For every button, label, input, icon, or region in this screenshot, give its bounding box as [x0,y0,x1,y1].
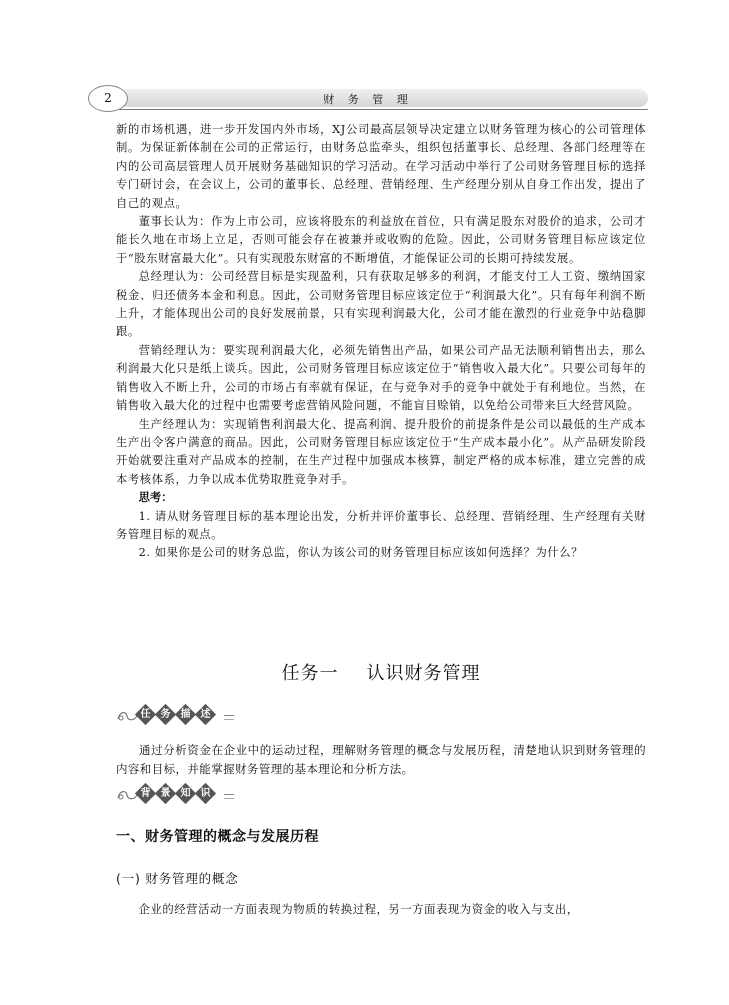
chairman-view: 董事长认为：作为上市公司，应该将股东的利益放在首位，只有满足股东对股价的追求，公司才能长久地在市场上立足，否则可能会存在被兼并或收购的危险。因此，公司财务管理目标应该定位于“股东财富最大化”。只有实现股东财富的不断增值，才能保证公司的长期可持续发展。 [116,215,646,265]
scroll-ornament-icon [116,709,138,723]
task-title-main: 认识财务管理 [366,663,481,684]
question-2: 2. 如果你是公司的财务总监，你认为该公司的财务管理目标应该如何选择？为什么？ [138,546,584,560]
section-body [116,901,646,919]
banner-char: 知 [175,783,196,804]
page-header [88,86,648,112]
case-paragraph-1: 新的市场机遇，进一步开发国内外市场，XJ公司最高层领导决定建立以财务管理为核心的公司管理体制。为保证新体制在公司的正常运行，由财务总监牵头，组织包括董事长、总经理、各部门经理等在内的公司高层管理人员开展财务基础知识的学习活动。在学习活动中举行了公司财务管理目标的选择专门研讨会，在会议上，公司的董事长、总经理、营销经理、生产经理分别从自身工作出发，提出了自己的观点。 [116,123,646,210]
background-knowledge-banner [116,785,276,805]
task-title-prefix: 任务一 [281,663,339,684]
banner-char: 景 [155,783,176,804]
production-manager-view: 生产经理认为：实现销售利润最大化、提高利润、提升股价的前提条件是公司以最低的生产成本生产出令客户满意的商品。因此，公司财务管理目标应该定位于“生产成本最小化”。从产品研发阶段开始就要注重对产品成本的控制，在生产过程中加强成本核算，制定严格的成本标准，建立完善的成本考核体系，力争以成本优势取胜竞争对手。 [116,417,646,486]
case-text [116,121,646,563]
task-description-text: 通过分析资金在企业中的运动过程，理解财务管理的概念与发展历程，清楚地认识到财务管理的内容和目标，并能掌握财务管理的基本理论和分析方法。 [116,743,646,776]
running-title: 财 务 管 理 [323,93,413,106]
task-description-banner [116,706,276,726]
section-heading-2: (一) 财务管理的概念 [116,871,239,886]
banner-char: 述 [195,704,216,725]
think-heading: 思考： [138,491,173,505]
task-title [116,662,646,686]
section-first-line: 企业的经营活动一方面表现为物质的转换过程，另一方面表现为资金的收入与支出， [138,903,579,916]
marketing-manager-view: 营销经理认为：要实现利润最大化，必须先销售出产品，如果公司产品无法顺利销售出去，那么利润最大化只是纸上谈兵。因此，公司财务管理目标应该定位于“销售收入最大化”。只要公司每年的销售收入不断上升，公司的市场占有率就有保证，在与竞争对手的竞争中就处于有利地位。当然，在销售收入最大化的过程中也需要考虑营销风险问题，不能盲目赊销，以免给公司带来巨大经营风险。 [116,343,646,413]
banner-char: 描 [175,704,196,725]
banner-tail [224,715,234,720]
banner-char: 务 [155,704,176,725]
banner-char: 识 [195,783,216,804]
task-description [116,741,646,779]
banner-char: 任 [135,704,156,725]
banner-tail [224,794,234,799]
page-number: 2 [88,85,128,112]
scroll-ornament-icon [116,788,138,802]
banner-char: 背 [135,783,156,804]
section-heading-1: 一、财务管理的概念与发展历程 [116,829,319,845]
question-1: 1. 请从财务管理目标的基本理论出发，分析并评价董事长、总经理、营销经理、生产经理有关财务管理目标的观点。 [116,509,646,541]
general-manager-view: 总经理认为：公司经营目标是实现盈利，只有获取足够多的利润，才能支付工人工资、缴纳国家税金、归还债务本金和利息。因此，公司财务管理目标应该定位于“利润最大化”。只有每年利润不断上升，才能体现出公司的良好发展前景，只有实现利润最大化，公司才能在激烈的行业竞争中站稳脚跟。 [116,270,646,339]
